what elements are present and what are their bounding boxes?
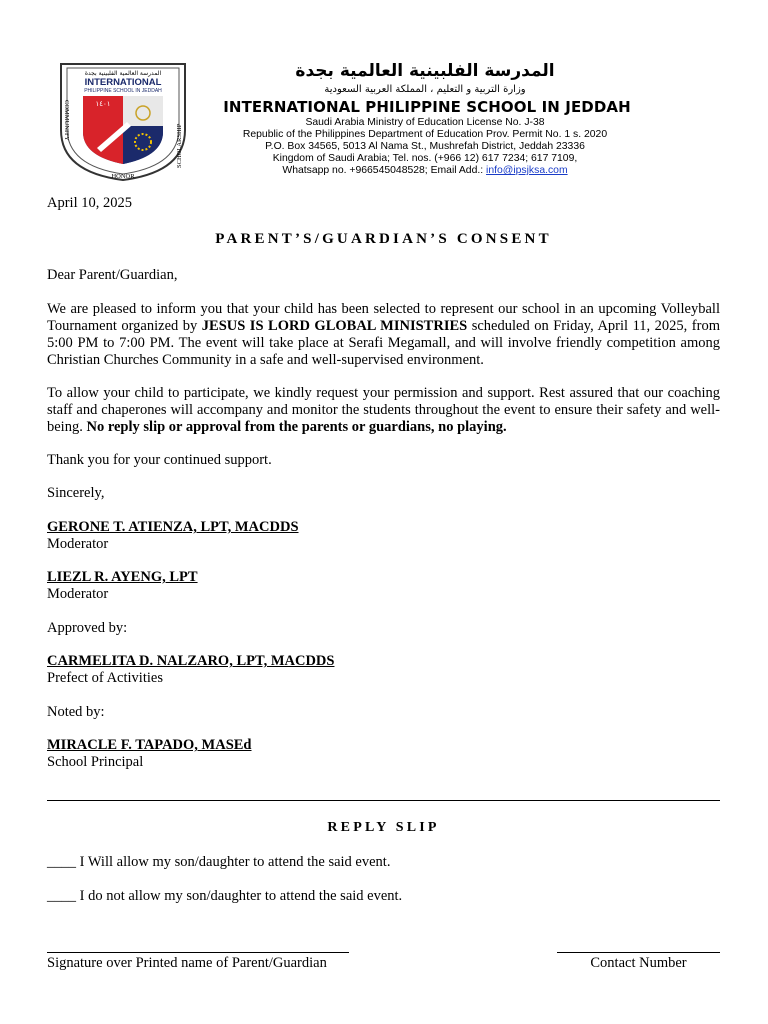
school-arabic-name: المدرسة الفلبينية العالمية بجدة <box>295 61 555 81</box>
signatory-role: Prefect of Activities <box>47 670 163 686</box>
option-deny[interactable]: ____ I do not allow my son/daughter to attend the said event. <box>47 888 403 904</box>
signature-label: Signature over Printed name of Parent/Guardian <box>47 955 327 971</box>
contact-number-line[interactable] <box>557 952 720 953</box>
thanks-line: Thank you for your continued support. <box>47 452 272 468</box>
crest-ring-bottom: HONOR <box>111 173 135 180</box>
letter-date: April 10, 2025 <box>47 195 132 211</box>
crest-year: ١٤٠١ <box>95 100 111 108</box>
school-crest-logo <box>57 60 189 182</box>
ministry-arabic-line: وزارة التربية و التعليم ، المملكة العربية السعودية <box>324 84 526 95</box>
crest-arabic-name: المدرسة العالمية الفلبينية بجدة <box>84 70 162 77</box>
phone-line: Kingdom of Saudi Arabia; Tel. nos. (+966 12) 617 7234; 617 7109, <box>272 153 578 164</box>
closing-line: Sincerely, <box>47 485 105 501</box>
approved-by-label: Approved by: <box>47 620 128 636</box>
address-line: P.O. Box 34565, 5013 Al Nama St., Mushrefah District, Jeddah 23336 <box>265 141 585 152</box>
reply-slip-title: REPLY SLIP <box>327 820 440 835</box>
option-allow[interactable]: ____ I Will allow my son/daughter to attend the said event. <box>47 854 391 870</box>
letter-title: PARENT’S/GUARDIAN’S CONSENT <box>215 231 552 247</box>
signatory-name: LIEZL R. AYENG, LPT <box>47 569 198 585</box>
contact-number-label: Contact Number <box>590 955 687 971</box>
signatory-role: Moderator <box>47 536 109 552</box>
signatory-name: CARMELITA D. NALZARO, LPT, MACDDS <box>47 653 335 669</box>
crest-title: INTERNATIONAL <box>84 77 162 88</box>
signatory-role: Moderator <box>47 586 109 602</box>
paragraph-permission: To allow your child to participate, we kindly request your permission and support. Rest assured that our coaching staff and chaperones will accompany and monitor the students throughout the event to ensure their safety and well-being. No reply slip or approval from the parents or guardians, no playing. <box>47 385 720 435</box>
license-line: Saudi Arabia Ministry of Education License No. J-38 <box>305 117 545 128</box>
signature-line[interactable] <box>47 952 349 953</box>
no-playing-notice: No reply slip or approval from the parents or guardians, no playing. <box>86 419 507 435</box>
email-link[interactable]: info@ipsjksa.com <box>486 165 568 176</box>
whatsapp-text: Whatsapp no. +966545048528; Email Add.: <box>282 165 487 176</box>
permit-line: Republic of the Philippines Department of Education Prov. Permit No. 1 s. 2020 <box>242 129 608 140</box>
organizer-name: JESUS IS LORD GLOBAL MINISTRIES <box>201 318 468 334</box>
cut-line-divider <box>47 800 720 801</box>
signatory-name: MIRACLE F. TAPADO, MASEd <box>47 737 252 753</box>
crest-ring-right: SCHOLARSHIP <box>176 123 183 168</box>
crest-subtitle: PHILIPPINE SCHOOL IN JEDDAH <box>84 88 162 94</box>
contact-line <box>190 165 660 177</box>
salutation: Dear Parent/Guardian, <box>47 267 178 283</box>
paragraph-invitation: We are pleased to inform you that your child has been selected to represent our school in an upcoming Volleyball Tournament organized by JESUS IS LORD GLOBAL MINISTRIES scheduled on Friday, April 11, 2025, from 5:00 PM to 7:00 PM. The event will take place at Serafi Megamall, and will involve friendly competition among Christian Churches Community in a safe and well-supervised environment. <box>47 301 720 368</box>
school-name: INTERNATIONAL PHILIPPINE SCHOOL IN JEDDAH <box>223 98 631 116</box>
noted-by-label: Noted by: <box>47 704 105 720</box>
signatory-role: School Principal <box>47 754 144 770</box>
signatory-name: GERONE T. ATIENZA, LPT, MACDDS <box>47 519 299 535</box>
crest-ring-left: COMMUNITY <box>63 100 70 141</box>
